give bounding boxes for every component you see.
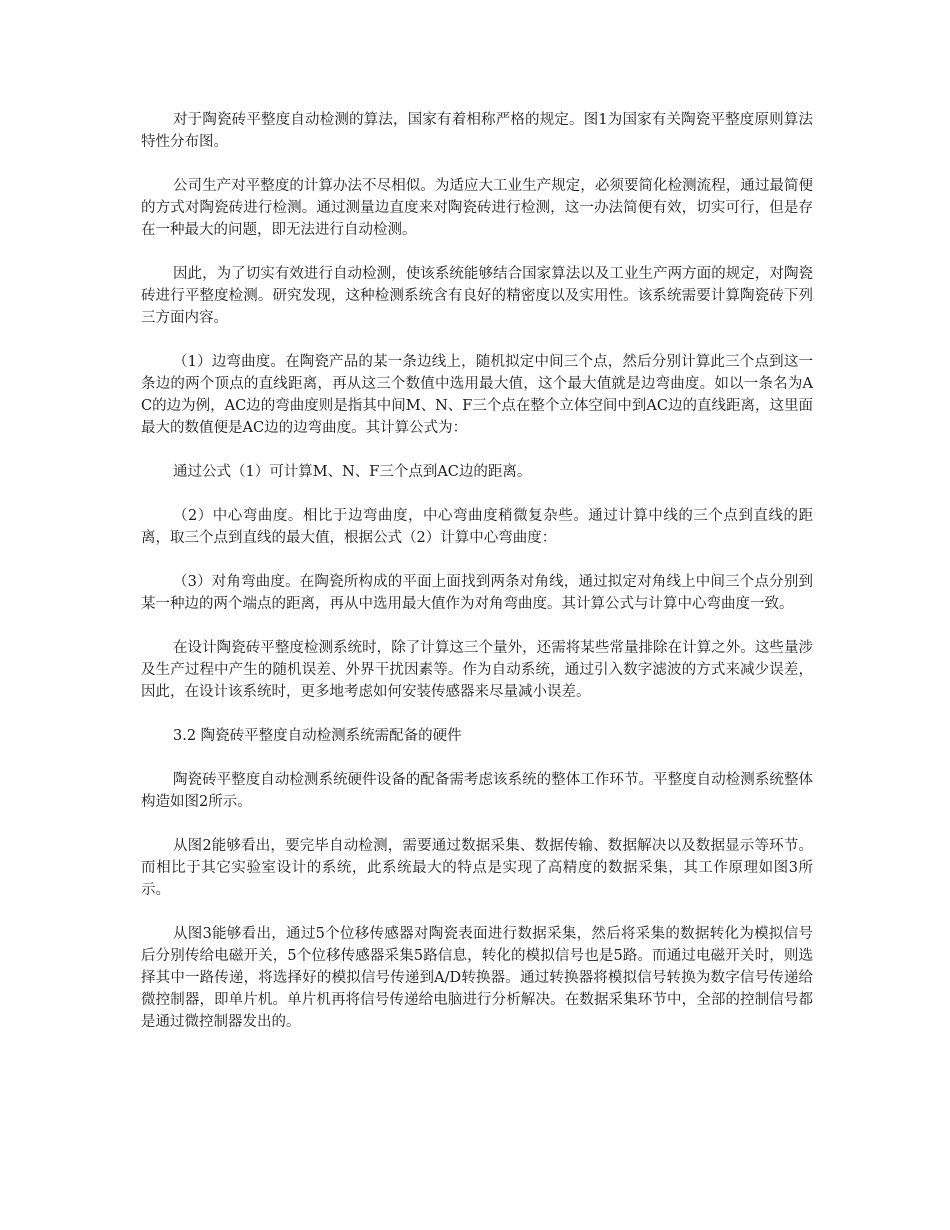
paragraph: （2）中心弯曲度。相比于边弯曲度，中心弯曲度稍微复杂些。通过计算中线的三个点到直线的距离，取三个点到直线的最大值，根据公式（2）计算中心弯曲度： [141,508,813,546]
document-page [141,109,813,1055]
section-heading: 3.2 陶瓷砖平整度自动检测系统需配备的硬件 [173,728,462,744]
paragraph: 从图3能够看出，通过5个位移传感器对陶瓷表面进行数据采集，然后将采集的数据转化为模拟信号后分别传给电磁开关，5个位移传感器采集5路信息，转化的模拟信号也是5路。而通过电磁开关时，则选择其中一路传递，将选择好的模拟信号传递到A/D转换器。通过转换器将模拟信号转换为数字信号传递给微控制器，即单片机。单片机再将信号传递给电脑进行分析解决。在数据采集环节中，全部的控制信号都是通过微控制器发出的。 [141,926,813,1030]
paragraph: 从图2能够看出，要完毕自动检测，需要通过数据采集、数据传输、数据解决以及数据显示等环节。而相比于其它实验室设计的系统，此系统最大的特点是实现了高精度的数据采集，其工作原理如图3所示。 [141,838,813,898]
paragraph: 通过公式（1）可计算M、N、F三个点到AC边的距离。 [173,464,532,480]
paragraph: 因此，为了切实有效进行自动检测，使该系统能够结合国家算法以及工业生产两方面的规定，对陶瓷砖进行平整度检测。研究发现，这种检测系统含有良好的精密度以及实用性。该系统需要计算陶瓷砖下列三方面内容。 [141,266,813,326]
paragraph: 对于陶瓷砖平整度自动检测的算法，国家有着相称严格的规定。图1为国家有关陶瓷平整度原则算法特性分布图。 [141,112,813,150]
paragraph: 公司生产对平整度的计算办法不尽相似。为适应大工业生产规定，必须要简化检测流程，通过最简便的方式对陶瓷砖进行检测。通过测量边直度来对陶瓷砖进行检测，这一办法简便有效，切实可行，但是存在一种最大的问题，即无法进行自动检测。 [141,178,813,238]
paragraph: 陶瓷砖平整度自动检测系统硬件设备的配备需考虑该系统的整体工作环节。平整度自动检测系统整体构造如图2所示。 [141,772,813,810]
paragraph: 在设计陶瓷砖平整度检测系统时，除了计算这三个量外，还需将某些常量排除在计算之外。这些量涉及生产过程中产生的随机误差、外界干扰因素等。作为自动系统，通过引入数字滤波的方式来减少误差，因此，在设计该系统时，更多地考虑如何安装传感器来尽量减小误差。 [141,640,813,700]
paragraph: （3）对角弯曲度。在陶瓷所构成的平面上面找到两条对角线，通过拟定对角线上中间三个点分别到某一种边的两个端点的距离，再从中选用最大值作为对角弯曲度。其计算公式与计算中心弯曲度一致。 [141,574,813,612]
paragraph: （1）边弯曲度。在陶瓷产品的某一条边线上，随机拟定中间三个点，然后分别计算此三个点到这一条边的两个顶点的直线距离，再从这三个数值中选用最大值，这个最大值就是边弯曲度。如以一条名为AC的边为例，AC边的弯曲度则是指其中间M、N、F三个点在整个立体空间中到AC边的直线距离，这里面最大的数值便是AC边的边弯曲度。其计算公式为： [141,354,813,436]
